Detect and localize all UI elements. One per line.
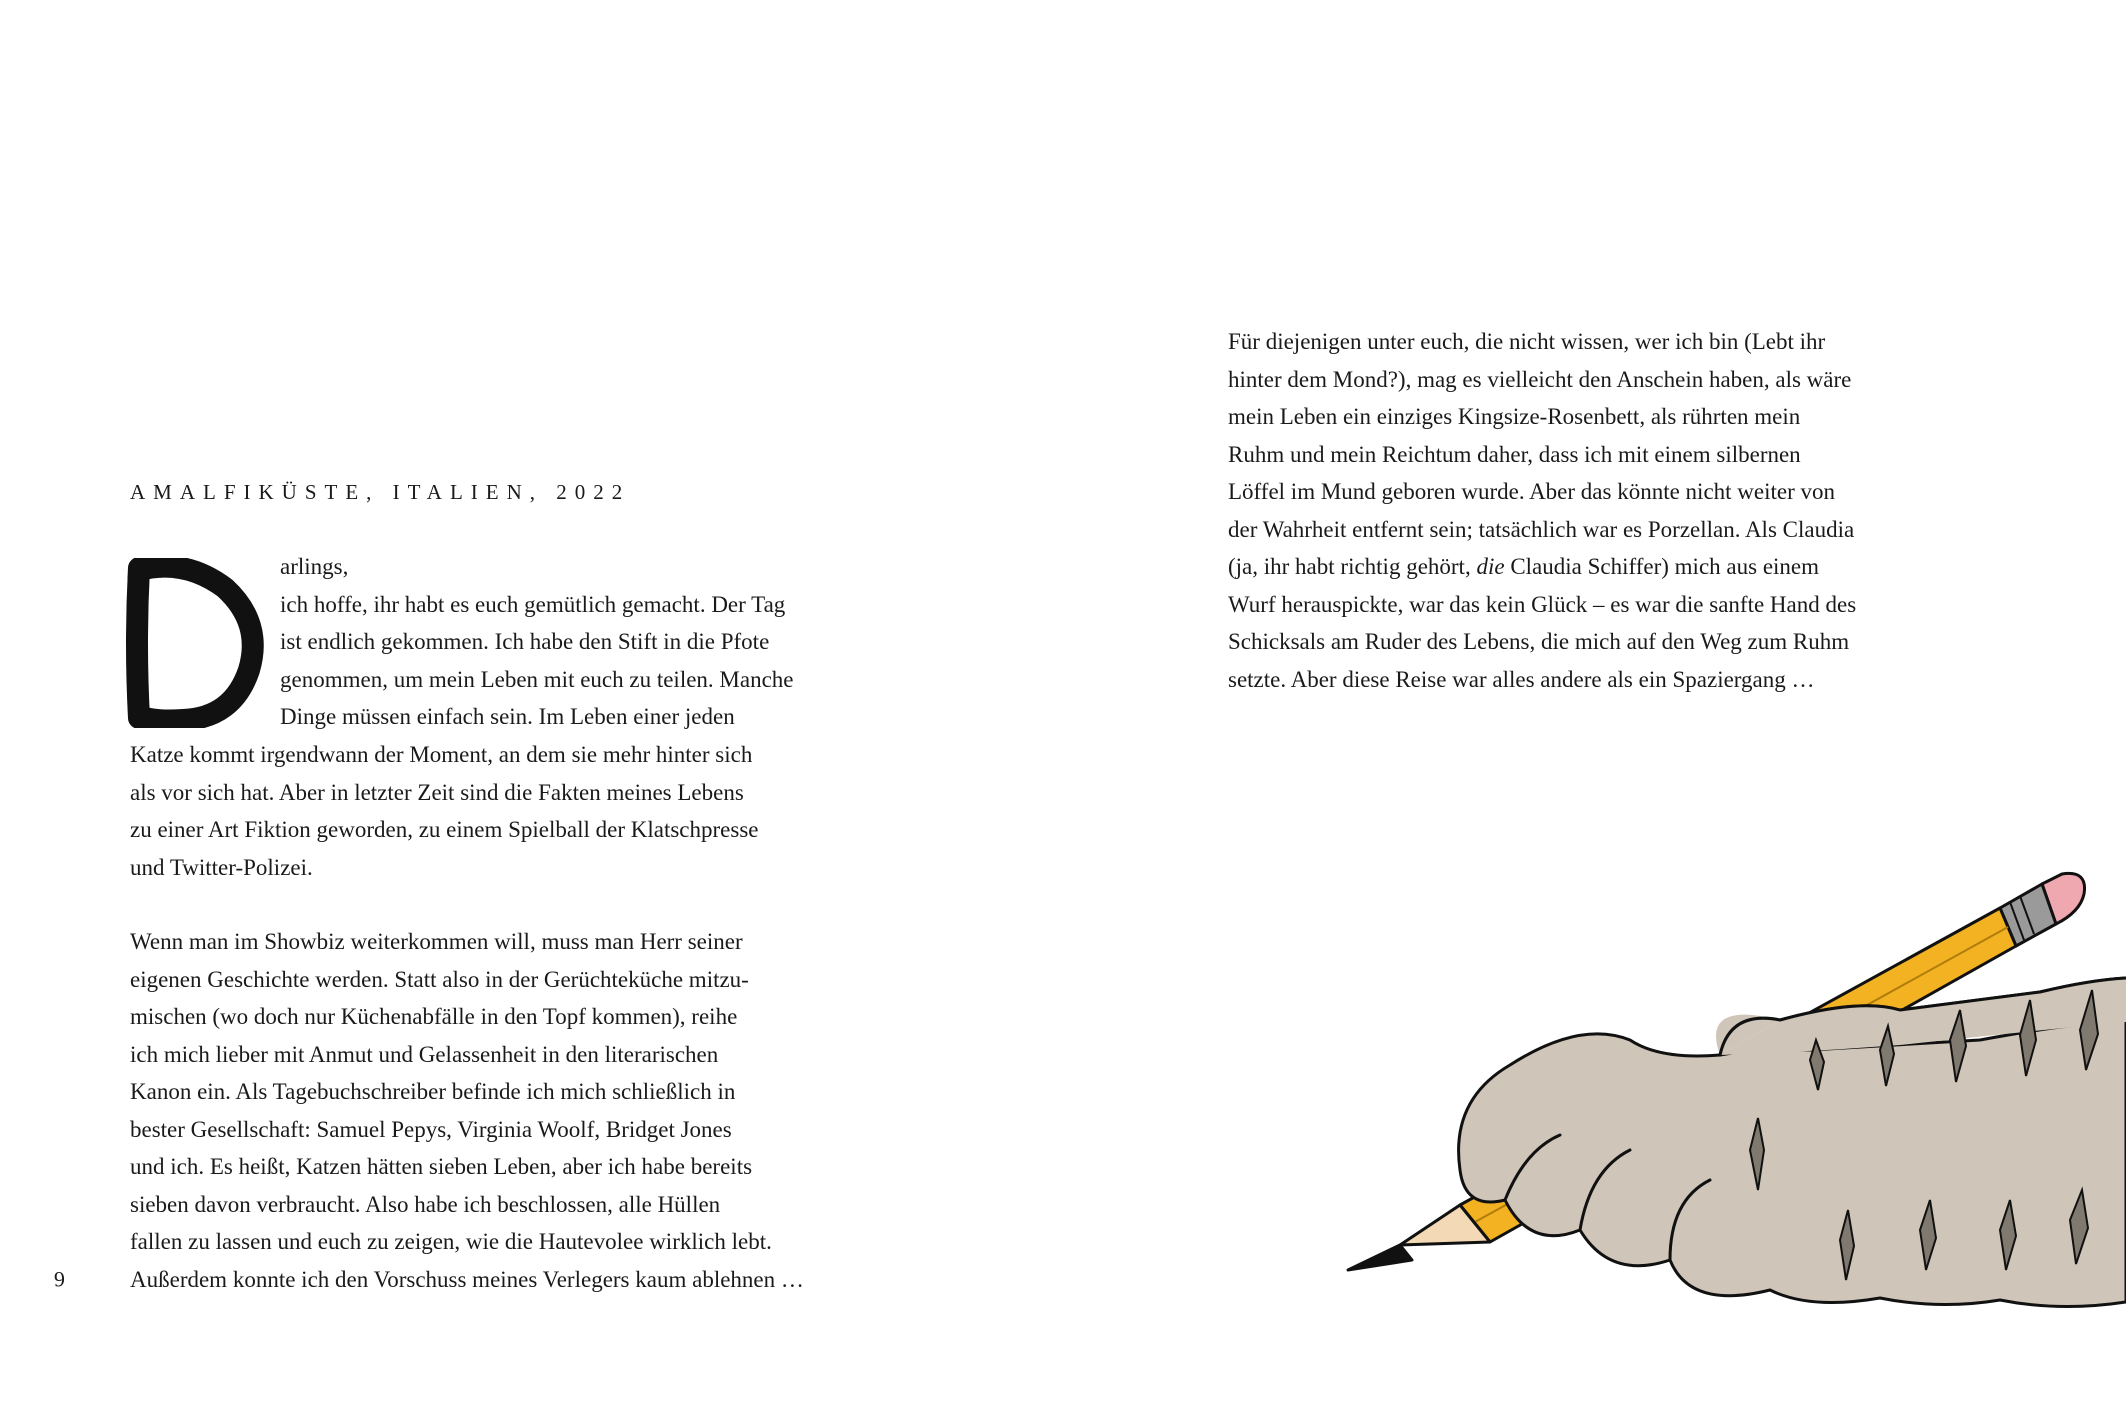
text-line: der Wahrheit entfernt sein; tatsächlich war es Porzellan. Als Claudia <box>1228 516 1855 542</box>
text-line: Ruhm und mein Reichtum daher, dass ich mit einem silbernen <box>1228 441 1801 467</box>
right-paragraph <box>1228 323 1928 698</box>
text-line: ich hoffe, ihr habt es euch gemütlich gemacht. Der Tag <box>280 591 786 617</box>
text-line: als vor sich hat. Aber in letzter Zeit sind die Fakten meines Lebens <box>130 779 744 805</box>
text-line: Wenn man im Showbiz weiterkommen will, muss man Herr seiner <box>130 929 743 954</box>
text-line: Schicksals am Ruder des Lebens, die mich auf den Weg zum Ruhm <box>1228 629 1850 654</box>
text-line: mischen (wo doch nur Küchenabfälle in den Topf kommen), reihe <box>130 1004 738 1029</box>
text-line-part: Claudia Schiffer) mich aus einem <box>1504 554 1820 579</box>
text-line: fallen zu lassen und euch zu zeigen, wie die Hautevolee wirklich lebt. <box>130 1229 772 1254</box>
intro-paragraph-bottom <box>130 736 850 886</box>
text-line: mein Leben ein einziges Kingsize-Rosenbett, als rührten mein <box>1228 404 1801 429</box>
text-line: sieben davon verbraucht. Also habe ich beschlossen, alle Hüllen <box>130 1191 721 1217</box>
text-line: genommen, um mein Leben mit euch zu teilen. Manche <box>280 666 794 692</box>
emphasis: die <box>1476 554 1505 579</box>
text-line <box>1228 548 1928 586</box>
text-line: ich mich lieber mit Anmut und Gelassenheit in den literarischen <box>130 1041 719 1067</box>
intro-paragraph-top <box>280 548 840 736</box>
right-page <box>1063 0 2126 1417</box>
text-line: hinter dem Mond?), mag es vielleicht den Anschein haben, als wäre <box>1228 366 1852 392</box>
text-line: und Twitter-Polizei. <box>130 854 313 880</box>
text-line: und ich. Es heißt, Katzen hätten sieben Leben, aber ich habe bereits <box>130 1154 753 1179</box>
text-line: zu einer Art Fiktion geworden, zu einem Spielball der Klatschpresse <box>130 817 759 842</box>
cat-paw-pencil-illustration <box>1340 850 2126 1320</box>
text-line: Katze kommt irgendwann der Moment, an dem sie mehr hinter sich <box>130 742 753 767</box>
text-line-part: (ja, ihr habt richtig gehört, <box>1228 554 1477 579</box>
text-line: Für diejenigen unter euch, die nicht wissen, wer ich bin (Lebt ihr <box>1228 329 1826 354</box>
text-line: Löffel im Mund geboren wurde. Aber das könnte nicht weiter von <box>1228 479 1836 504</box>
text-line: bester Gesellschaft: Samuel Pepys, Virginia Woolf, Bridget Jones <box>130 1116 732 1142</box>
showbiz-paragraph <box>130 923 850 1298</box>
text-line: arlings, <box>280 554 349 579</box>
text-line: Dinge müssen einfach sein. Im Leben einer jeden <box>280 704 735 729</box>
drop-cap-d <box>125 558 265 728</box>
text-line: ist endlich gekommen. Ich habe den Stift in die Pfote <box>280 629 770 654</box>
text-line: Wurf herauspickte, war das kein Glück – es war die sanfte Hand des <box>1228 591 1857 617</box>
text-line: Außerdem konnte ich den Vorschuss meines Verlegers kaum ablehnen … <box>130 1266 804 1292</box>
page-number: 6 <box>54 1267 65 1292</box>
text-line: Kanon ein. Als Tagebuchschreiber befinde ich mich schließlich in <box>130 1079 736 1104</box>
text-line: eigenen Geschichte werden. Statt also in der Gerüchteküche mitzu- <box>130 966 749 992</box>
text-line: setzte. Aber diese Reise war alles andere als ein Spaziergang … <box>1228 666 1815 692</box>
location-heading: AMALFIKÜSTE, ITALIEN, 2022 <box>130 480 631 504</box>
